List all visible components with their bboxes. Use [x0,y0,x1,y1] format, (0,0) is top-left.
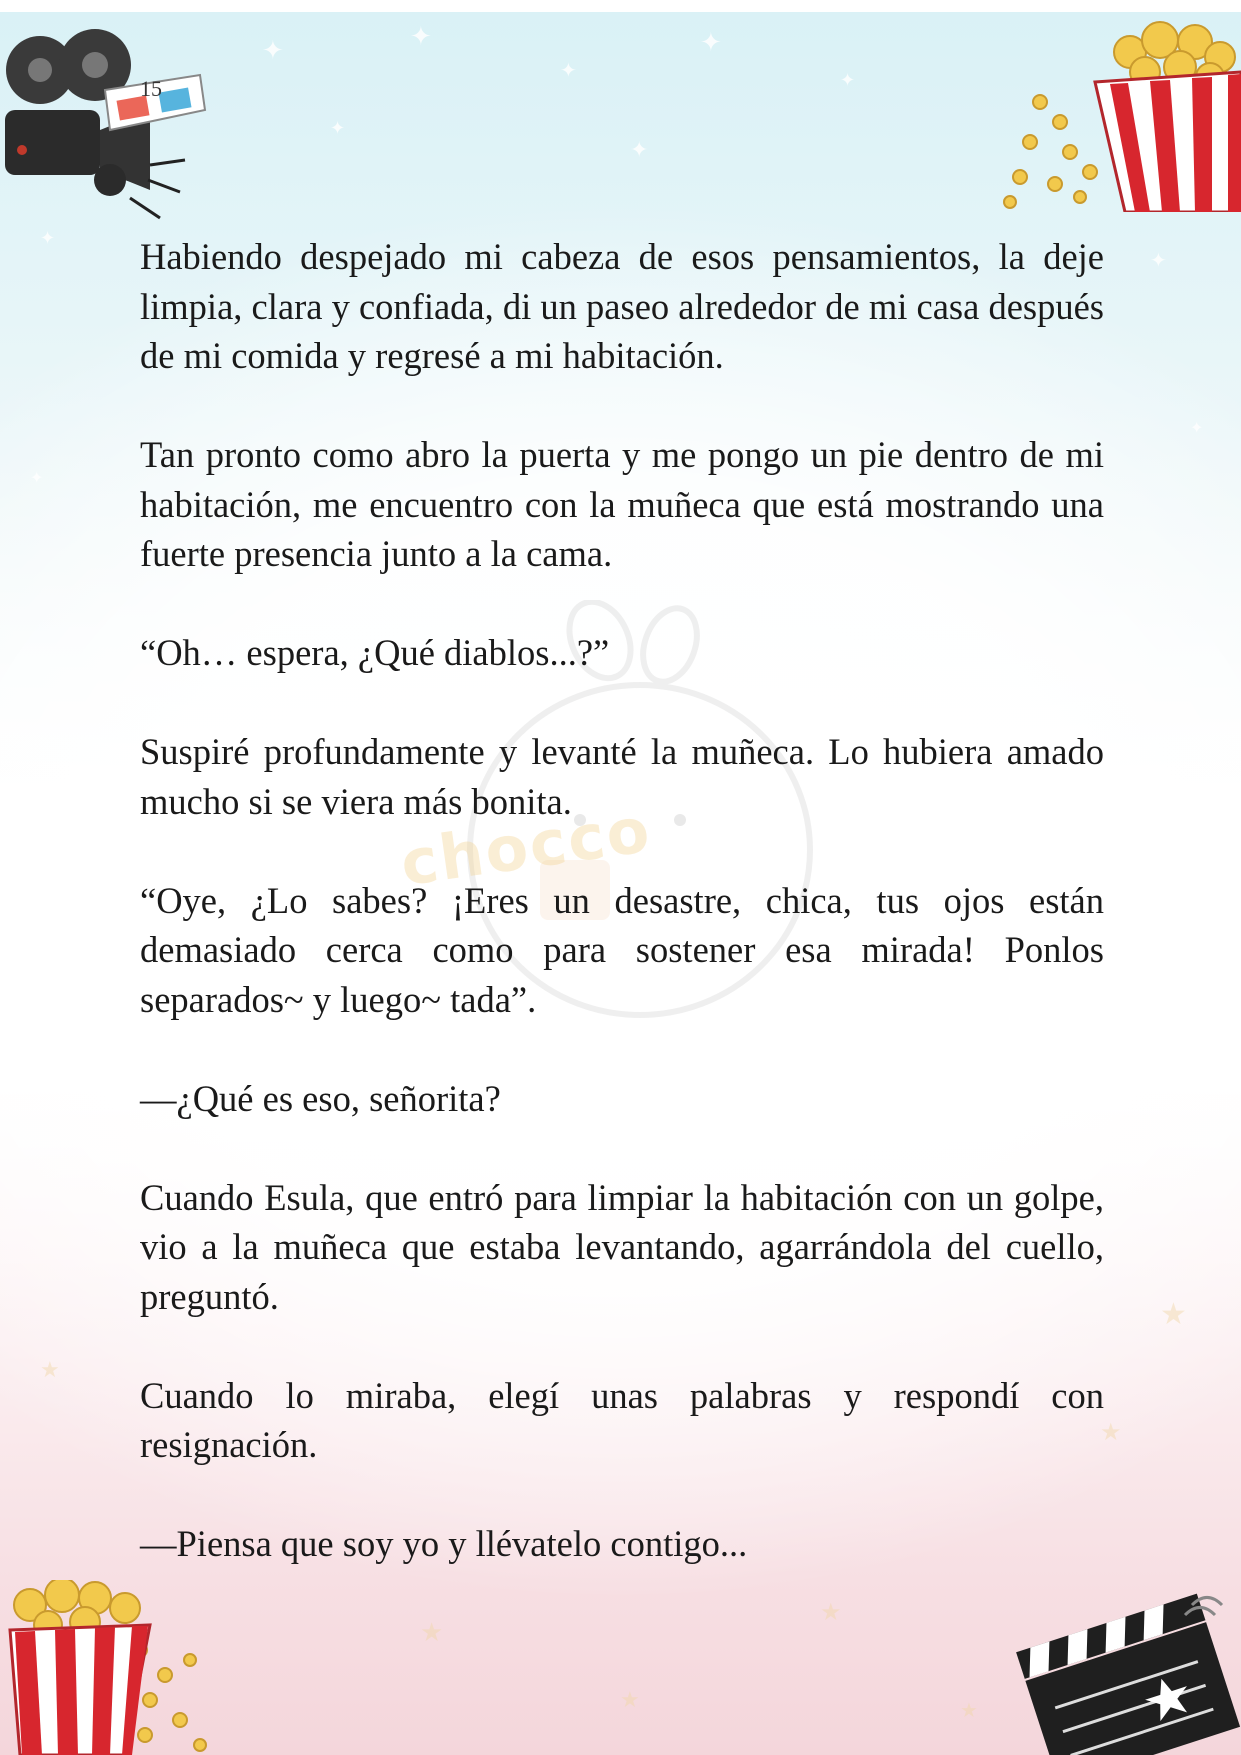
sparkle-icon: ✦ [630,138,649,163]
sparkle-icon: ✦ [1190,418,1204,437]
star-icon: ★ [1100,1418,1122,1446]
watermark-text: chocco [396,792,656,901]
sparkle-icon: ✦ [40,228,56,249]
sparkle-icon: ✦ [840,70,856,91]
page-number: 15 [140,76,162,101]
story-text [140,232,1104,1618]
sparkle-icon: ✦ [330,118,346,139]
sparkle-icon: ✦ [410,22,432,52]
sparkle-icon: ✦ [262,36,284,66]
dialogue-line: —¿Qué es eso, señorita? [140,1077,501,1119]
star-icon: ★ [420,1618,444,1648]
top-border [0,0,1241,12]
paragraph: Cuando Esula, que entró para limpiar la habitación con un golpe, vio a la muñeca que estaba levantando, agarrándola del cuello, preguntó. [140,1176,1104,1317]
dialogue-line: —Piensa que soy yo y llévatelo contigo... [140,1523,748,1564]
paragraph: Tan pronto como abro la puerta y me pongo un pie dentro de mi habitación, me encuentro con la muñeca que está mostrando una fuerte presencia junto a la cama. [140,434,1104,574]
star-icon: ★ [1160,1297,1187,1332]
dialogue-line: “Oh… espera, ¿Qué diablos...?” [140,632,610,673]
sparkle-icon: ✦ [560,58,577,82]
star-icon: ★ [820,1598,842,1626]
star-icon: ★ [620,1688,640,1713]
paragraph: Suspiré profundamente y levanté la muñeca. Lo hubiera amado mucho si se viera más bonita. [140,731,1104,822]
popcorn-bucket-icon [1000,12,1241,212]
sparkle-icon: ✦ [700,28,722,58]
dialogue-line: “Oye, ¿Lo sabes? ¡Eres un desastre, chica, tus ojos están demasiado cerca como para sostener esa mirada! Ponlos separados~ y luego~ tada”. [140,879,1104,1020]
star-icon: ★ [960,1698,978,1722]
star-icon: ★ [40,1358,60,1383]
sparkle-icon: ✦ [30,468,44,487]
paragraph: Habiendo despejado mi cabeza de esos pensamientos, la deje limpia, clara y confiada, di un paseo alrededor de mi casa después de mi comida y regresé a mi habitación. [140,236,1104,376]
sparkle-icon: ✦ [1150,248,1167,272]
paragraph: Cuando lo miraba, elegí unas palabras y respondí con resignación. [140,1374,1104,1465]
